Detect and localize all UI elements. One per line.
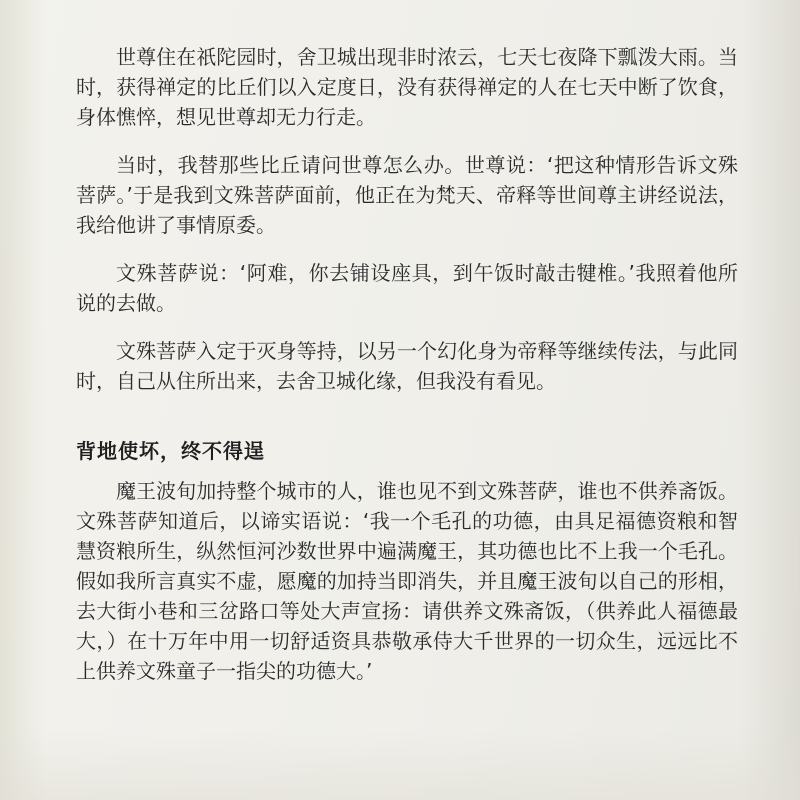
- page-bottom-shadow: [0, 730, 800, 800]
- paragraph-2: 当时，我替那些比丘请问世尊怎么办。世尊说：‘把这种情形告诉文殊菩萨。’于是我到文殊菩萨面前，他正在为梵天、帝释等世间尊主讲经说法，我给他讲了事情原委。: [76, 153, 738, 237]
- paragraph-1: 世尊住在祇陀园时，舍卫城出现非时浓云，七天七夜降下瓢泼大雨。当时，获得禅定的比丘们以入定度日，没有获得禅定的人在七天中断了饮食，身体憔悴，想见世尊却无力行走。: [76, 45, 738, 129]
- paragraph-3: 文殊菩萨说：‘阿难，你去铺设座具，到午饭时敲击犍椎。’我照着他所说的去做。: [76, 261, 738, 315]
- section-heading: 背地使坏，终不得逞: [76, 439, 265, 463]
- page-text: [76, 42, 738, 686]
- paragraph-5: 魔王波旬加持整个城市的人，谁也见不到文殊菩萨，谁也不供养斋饭。文殊菩萨知道后，以谛实语说：‘我一个毛孔的功德，由具足福德资粮和智慧资粮所生，纵然恒河沙数世界中遍满魔王，其功德也比不上我一个毛孔。假如我所言真实不虚，愿魔的加持当即消失，并且魔王波旬以自己的形相，去大街小巷和三岔路口等处大声宣扬：请供养文殊斋饭，（供养此人福德最大，）在十万年中用一切舒适资具恭敬承侍大千世界的一切众生，远远比不上供养文殊童子一指尖的功德大。’: [76, 479, 738, 683]
- page-edge-shadow: [740, 0, 800, 800]
- paragraph-4: 文殊菩萨入定于灭身等持，以另一个幻化身为帝释等继续传法，与此同时，自己从住所出来，去舍卫城化缘，但我没有看见。: [76, 339, 738, 393]
- page-gutter-shadow: [0, 0, 46, 800]
